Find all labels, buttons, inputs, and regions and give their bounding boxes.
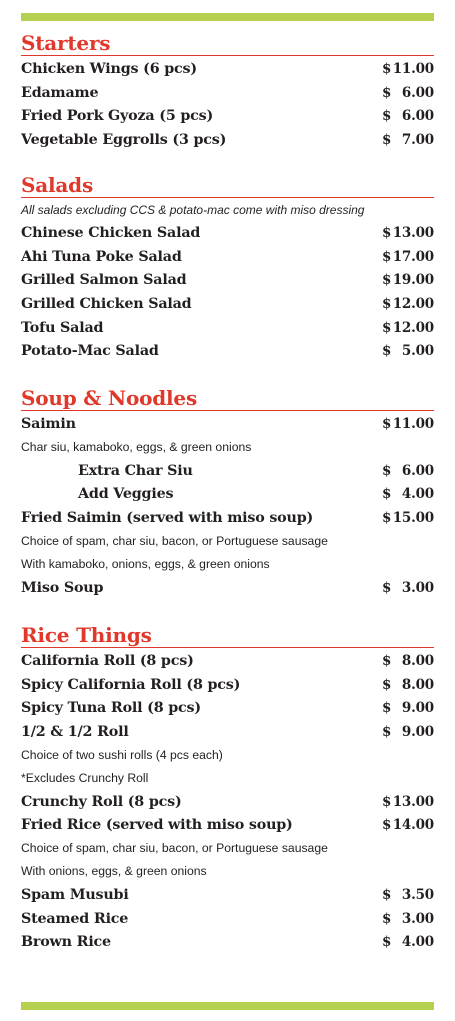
menu-item: Edamame $ 6.00 (21, 84, 434, 101)
price: $ 8.00 (382, 652, 434, 669)
menu-item: Spicy Tuna Roll (8 pcs) $ 9.00 (21, 700, 434, 717)
section-rice-things (21, 623, 434, 954)
price: $ 8.00 (382, 676, 434, 693)
price: $ 14.00 (382, 817, 434, 834)
price: $ 3.50 (382, 886, 434, 903)
item-description: Choice of spam, char siu, bacon, or Portuguese sausage (21, 533, 328, 548)
menu-item: Tofu Salad $ 12.00 (21, 319, 434, 336)
price: $ 12.00 (382, 319, 434, 336)
item-description: *Excludes Crunchy Roll (21, 770, 149, 785)
menu-item: Grilled Chicken Salad $ 12.00 (21, 295, 434, 312)
price: $ 9.00 (382, 723, 434, 740)
menu-item: Spicy California Roll (8 pcs) $ 8.00 (21, 676, 434, 693)
menu-item: Potato-Mac Salad $ 5.00 (21, 343, 434, 360)
menu-item: Miso Soup $ 3.00 (21, 579, 434, 596)
price: $ 15.00 (382, 509, 434, 526)
salads-note: All salads excluding CCS & potato-mac come with miso dressing (21, 203, 365, 217)
price: $ 11.00 (382, 415, 434, 432)
section-title-rice: Rice Things (21, 623, 434, 648)
menu-item: Spam Musubi $ 3.50 (21, 886, 434, 903)
price: $ 5.00 (382, 343, 434, 360)
menu-item: Steamed Rice $ 3.00 (21, 910, 434, 927)
menu-item: Chicken Wings (6 pcs) $ 11.00 (21, 60, 434, 77)
price: $ 7.00 (382, 131, 434, 148)
section-title-soup: Soup & Noodles (21, 386, 434, 411)
menu-item: Brown Rice $ 4.00 (21, 934, 434, 951)
price: $ 6.00 (382, 84, 434, 101)
price: $ 12.00 (382, 295, 434, 312)
price: $ 17.00 (382, 248, 434, 265)
top-accent-bar (21, 13, 434, 21)
price: $ 6.00 (382, 462, 434, 479)
price: $ 6.00 (382, 108, 434, 125)
price: $ 3.00 (382, 579, 434, 596)
section-starters (21, 31, 434, 152)
menu-item: Fried Pork Gyoza (5 pcs) $ 6.00 (21, 108, 434, 125)
menu-item: Chinese Chicken Salad $ 13.00 (21, 224, 434, 241)
bottom-accent-bar (21, 1002, 434, 1010)
price: $ 19.00 (382, 272, 434, 289)
section-title-starters: Starters (21, 31, 434, 56)
menu-item: Saimin $ 11.00 (21, 415, 434, 432)
price: $ 13.00 (382, 224, 434, 241)
menu-item: Grilled Salmon Salad $ 19.00 (21, 272, 434, 289)
menu-item: Fried Rice (served with miso soup) $ 14.00 (21, 817, 434, 834)
price: $ 4.00 (382, 934, 434, 951)
price: $ 9.00 (382, 700, 434, 717)
menu-item: California Roll (8 pcs) $ 8.00 (21, 652, 434, 669)
menu-item: Vegetable Eggrolls (3 pcs) $ 7.00 (21, 131, 434, 148)
menu-item-addon: Extra Char Siu $ 6.00 (78, 462, 434, 479)
menu-item: Crunchy Roll (8 pcs) $ 13.00 (21, 793, 434, 810)
item-description: With kamaboko, onions, eggs, & green onions (21, 556, 270, 571)
price: $ 11.00 (382, 60, 434, 77)
section-soup-noodles (21, 386, 434, 599)
price: $ 3.00 (382, 910, 434, 927)
menu-item: Ahi Tuna Poke Salad $ 17.00 (21, 248, 434, 265)
item-description: Choice of spam, char siu, bacon, or Portuguese sausage (21, 841, 328, 856)
price: $ 13.00 (382, 793, 434, 810)
item-description: With onions, eggs, & green onions (21, 864, 207, 879)
item-description: Choice of two sushi rolls (4 pcs each) (21, 747, 223, 762)
item-description: Char siu, kamaboko, eggs, & green onions (21, 439, 252, 454)
price: $ 4.00 (382, 486, 434, 503)
section-title-salads: Salads (21, 173, 434, 198)
section-salads (21, 173, 434, 363)
menu-item: Fried Saimin (served with miso soup) $ 15.00 (21, 509, 434, 526)
menu-item: 1/2 & 1/2 Roll $ 9.00 (21, 723, 434, 740)
menu-item-addon: Add Veggies $ 4.00 (78, 486, 434, 503)
